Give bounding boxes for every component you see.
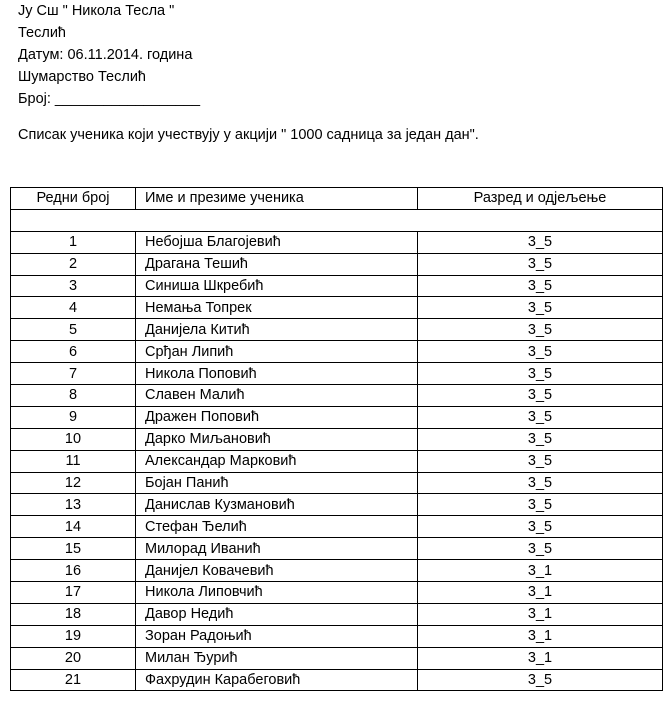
- table-row: [11, 560, 663, 582]
- document-date: Датум: 06.11.2014. година: [18, 47, 193, 63]
- student-name-cell: Данијел Ковачевић: [136, 560, 418, 582]
- row-number-cell: 14: [11, 516, 136, 538]
- student-name-cell: Небојша Благојевић: [136, 231, 418, 253]
- table-row: [11, 428, 663, 450]
- row-number-cell: 3: [11, 275, 136, 297]
- table-row: [11, 472, 663, 494]
- row-number-cell: 11: [11, 450, 136, 472]
- student-name-cell: Фахрудин Карабеговић: [136, 669, 418, 691]
- row-number-cell: 2: [11, 253, 136, 275]
- row-number-cell: 19: [11, 625, 136, 647]
- table-row: [11, 297, 663, 319]
- class-cell: 3_5: [418, 669, 663, 691]
- student-name-cell: Зоран Радоњић: [136, 625, 418, 647]
- class-cell: 3_1: [418, 560, 663, 582]
- student-name-cell: Милан Ђурић: [136, 647, 418, 669]
- table-row: [11, 253, 663, 275]
- student-name-cell: Милорад Иванић: [136, 538, 418, 560]
- table-row: [11, 406, 663, 428]
- column-header-number: Редни број: [11, 188, 136, 210]
- blank-row: [11, 209, 663, 231]
- row-number-cell: 17: [11, 582, 136, 604]
- table-row: [11, 538, 663, 560]
- table-row: [11, 231, 663, 253]
- blank-cell: [11, 209, 663, 231]
- row-number-cell: 1: [11, 231, 136, 253]
- class-cell: 3_5: [418, 319, 663, 341]
- school-name: Ју Сш " Никола Тесла ": [18, 3, 175, 19]
- table-body: [11, 209, 663, 691]
- row-number-cell: 8: [11, 385, 136, 407]
- row-number-cell: 16: [11, 560, 136, 582]
- row-number-cell: 15: [11, 538, 136, 560]
- student-name-cell: Бојан Панић: [136, 472, 418, 494]
- class-cell: 3_1: [418, 582, 663, 604]
- student-name-cell: Срђан Липић: [136, 341, 418, 363]
- class-cell: 3_5: [418, 363, 663, 385]
- class-cell: 3_1: [418, 647, 663, 669]
- class-cell: 3_5: [418, 275, 663, 297]
- table-row: [11, 450, 663, 472]
- student-name-cell: Стефан Ђелић: [136, 516, 418, 538]
- school-city: Теслић: [18, 25, 66, 41]
- row-number-cell: 18: [11, 603, 136, 625]
- table-row: [11, 647, 663, 669]
- class-cell: 3_5: [418, 406, 663, 428]
- table-row: [11, 516, 663, 538]
- class-cell: 3_5: [418, 341, 663, 363]
- table-row: [11, 603, 663, 625]
- student-name-cell: Данислав Кузмановић: [136, 494, 418, 516]
- recipient: Шумарство Теслић: [18, 69, 146, 85]
- intro-paragraph: Списак ученика који учествују у акцији " 1000 садница за један дан".: [18, 127, 479, 143]
- row-number-cell: 10: [11, 428, 136, 450]
- student-name-cell: Славен Малић: [136, 385, 418, 407]
- row-number-cell: 12: [11, 472, 136, 494]
- table-row: [11, 363, 663, 385]
- table-row: [11, 582, 663, 604]
- student-name-cell: Давор Недић: [136, 603, 418, 625]
- class-cell: 3_5: [418, 516, 663, 538]
- class-cell: 3_1: [418, 625, 663, 647]
- class-cell: 3_5: [418, 538, 663, 560]
- student-name-cell: Данијела Китић: [136, 319, 418, 341]
- class-cell: 3_5: [418, 494, 663, 516]
- table-row: [11, 669, 663, 691]
- class-cell: 3_5: [418, 231, 663, 253]
- row-number-cell: 9: [11, 406, 136, 428]
- row-number-cell: 20: [11, 647, 136, 669]
- table-row: [11, 319, 663, 341]
- student-name-cell: Дражен Поповић: [136, 406, 418, 428]
- table-row: [11, 625, 663, 647]
- document-number: Број: __________________: [18, 91, 201, 107]
- column-header-name: Име и презиме ученика: [136, 188, 418, 210]
- student-name-cell: Синиша Шкребић: [136, 275, 418, 297]
- row-number-cell: 13: [11, 494, 136, 516]
- row-number-cell: 6: [11, 341, 136, 363]
- row-number-cell: 4: [11, 297, 136, 319]
- class-cell: 3_1: [418, 603, 663, 625]
- student-name-cell: Драгана Тешић: [136, 253, 418, 275]
- document-header: [18, 0, 200, 110]
- class-cell: 3_5: [418, 472, 663, 494]
- class-cell: 3_5: [418, 428, 663, 450]
- student-name-cell: Никола Поповић: [136, 363, 418, 385]
- student-name-cell: Александар Марковић: [136, 450, 418, 472]
- table-row: [11, 341, 663, 363]
- student-name-cell: Дарко Миљановић: [136, 428, 418, 450]
- row-number-cell: 7: [11, 363, 136, 385]
- class-cell: 3_5: [418, 253, 663, 275]
- row-number-cell: 21: [11, 669, 136, 691]
- row-number-cell: 5: [11, 319, 136, 341]
- table-row: [11, 385, 663, 407]
- student-name-cell: Немања Топрек: [136, 297, 418, 319]
- column-header-class: Разред и одјељење: [418, 188, 663, 210]
- table-row: [11, 275, 663, 297]
- table-header-row: [11, 188, 663, 210]
- class-cell: 3_5: [418, 385, 663, 407]
- student-name-cell: Никола Липовчић: [136, 582, 418, 604]
- students-table: [10, 187, 663, 691]
- table-row: [11, 494, 663, 516]
- class-cell: 3_5: [418, 450, 663, 472]
- class-cell: 3_5: [418, 297, 663, 319]
